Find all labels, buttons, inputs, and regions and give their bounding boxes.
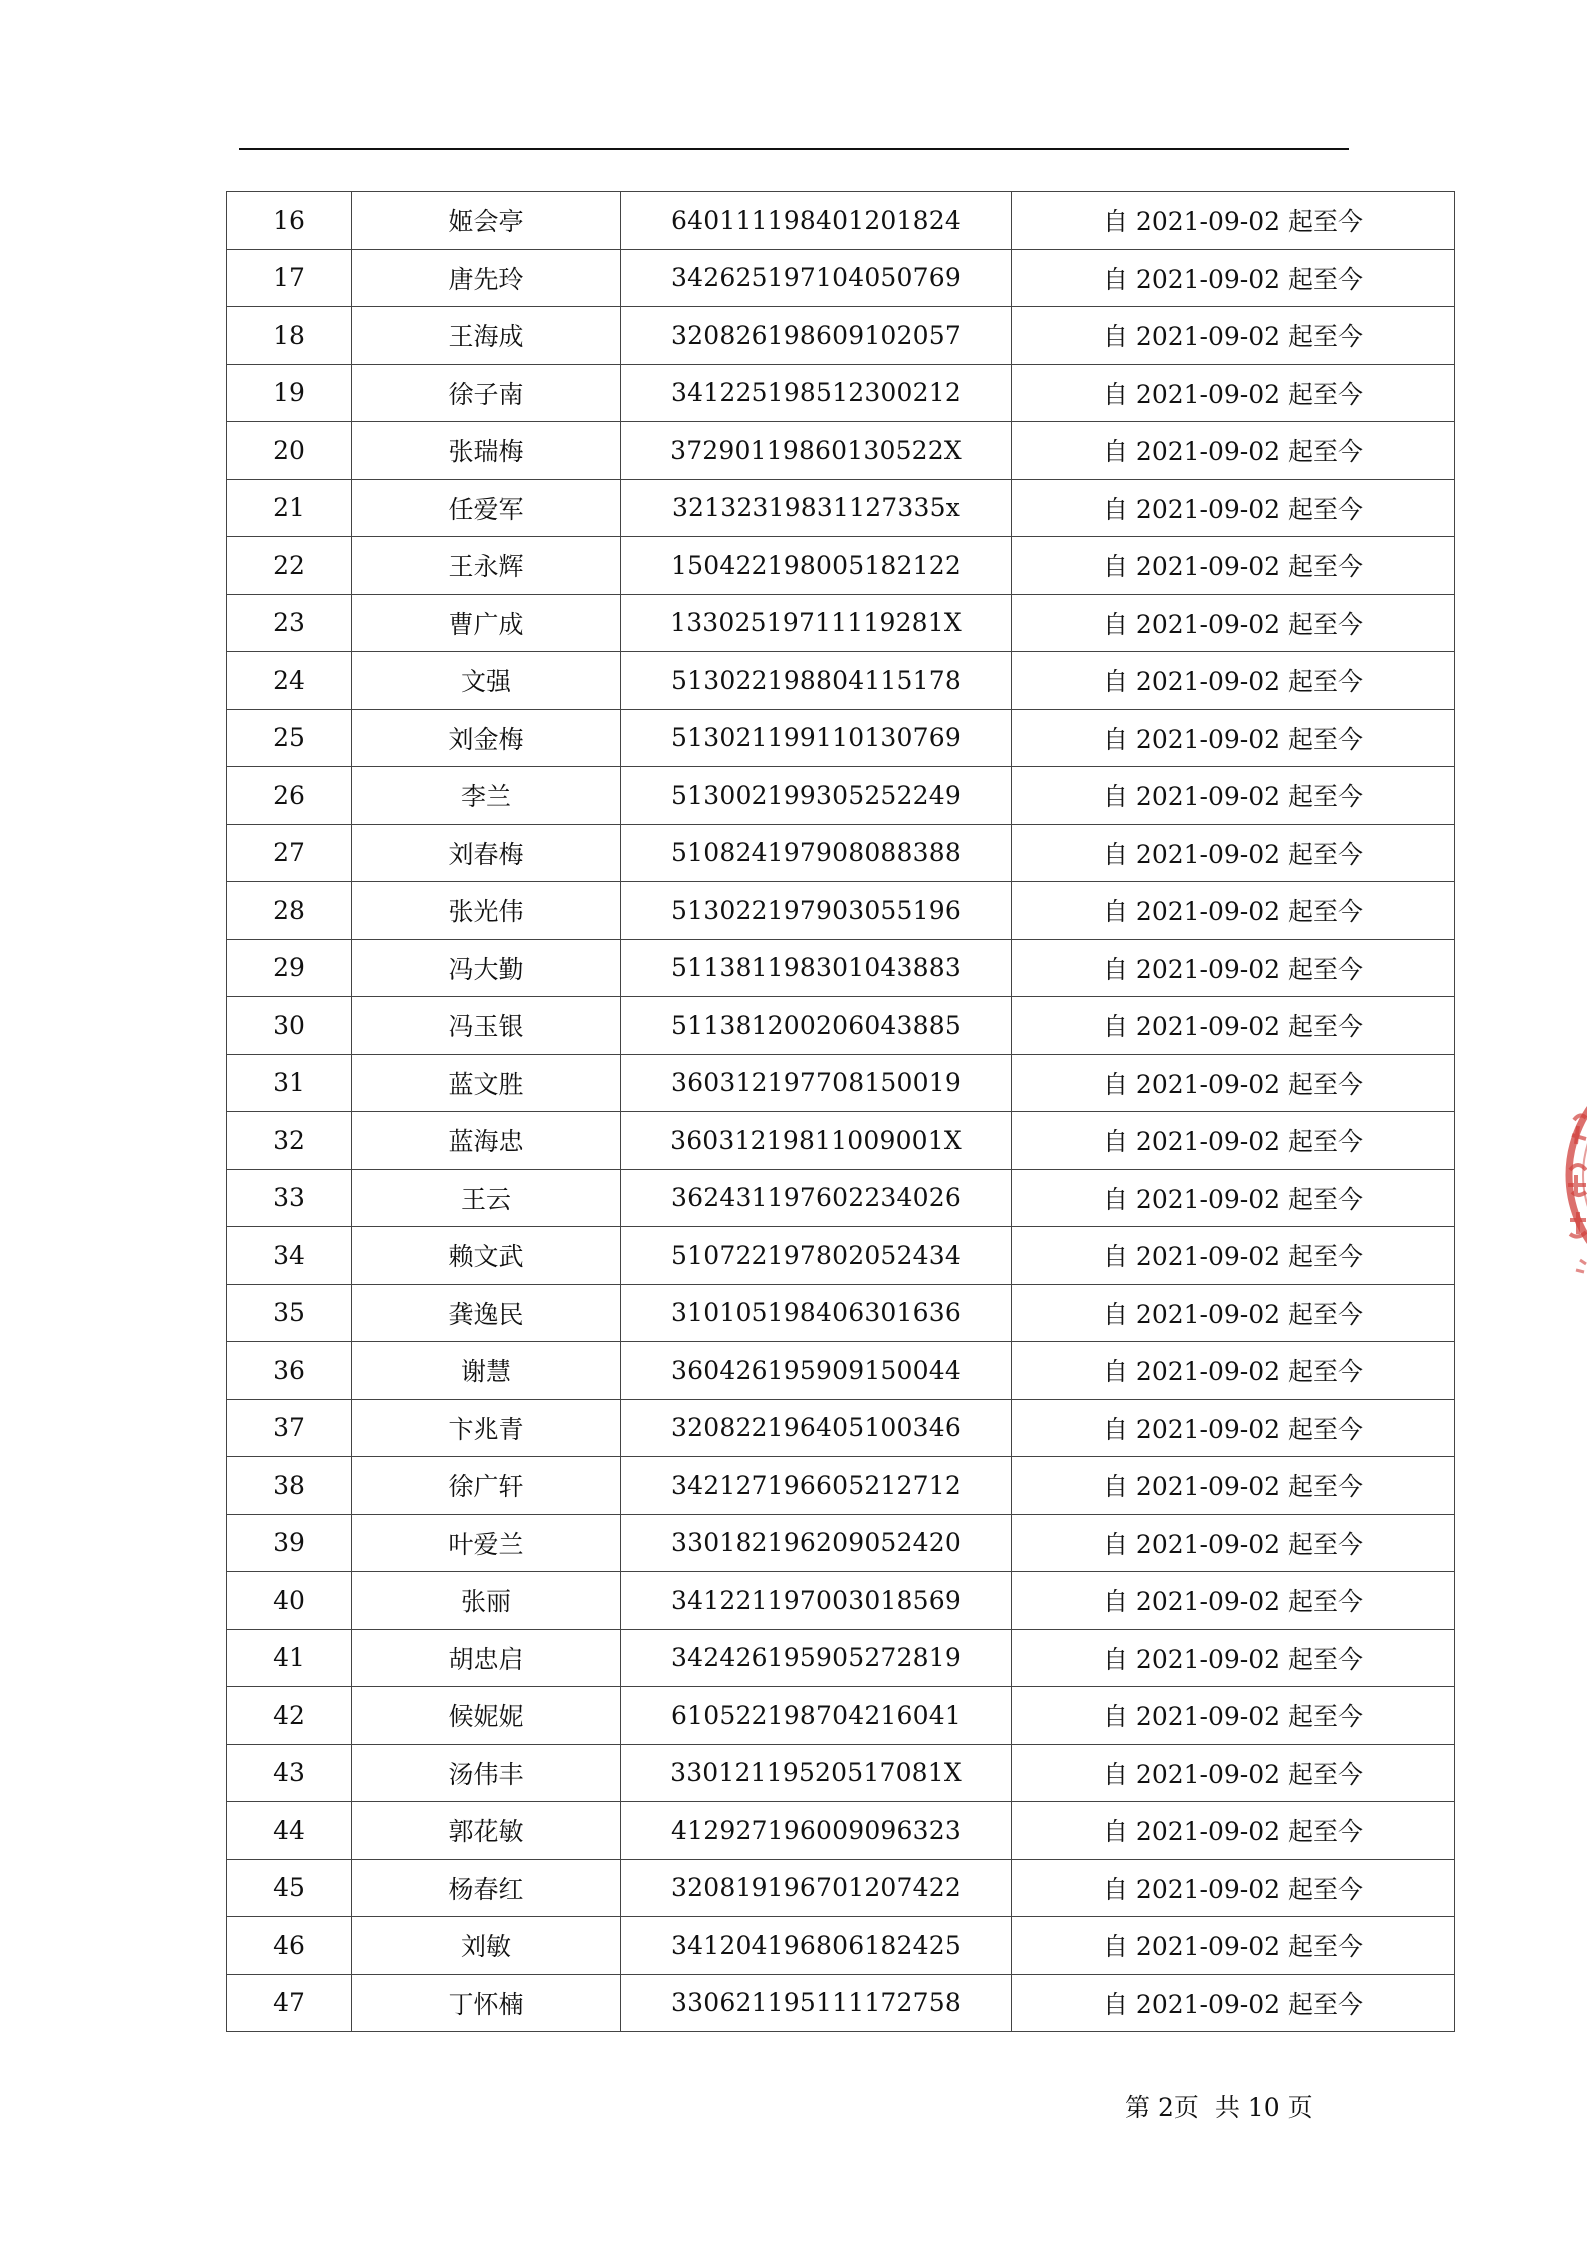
person-name: 郭花敏 (352, 1802, 621, 1860)
person-name: 刘金梅 (352, 709, 621, 767)
row-number: 47 (227, 1974, 352, 2032)
table-row (227, 882, 1455, 940)
row-number: 16 (227, 192, 352, 250)
personnel-table (226, 191, 1455, 2032)
row-number: 42 (227, 1687, 352, 1745)
row-number: 17 (227, 249, 352, 307)
row-number: 22 (227, 537, 352, 595)
period: 自 2021-09-02 起至今 (1012, 652, 1455, 710)
id-number: 510824197908088388 (621, 824, 1012, 882)
id-number: 341204196806182425 (621, 1917, 1012, 1975)
id-number: 330182196209052420 (621, 1514, 1012, 1572)
person-name: 张光伟 (352, 882, 621, 940)
id-number: 150422198005182122 (621, 537, 1012, 595)
period: 自 2021-09-02 起至今 (1012, 307, 1455, 365)
header-rule (239, 148, 1349, 150)
row-number: 27 (227, 824, 352, 882)
row-number: 24 (227, 652, 352, 710)
person-name: 曹广成 (352, 594, 621, 652)
table-row (227, 1112, 1455, 1170)
id-number: 513021199110130769 (621, 709, 1012, 767)
page-current: 第 2页 (1125, 2093, 1199, 2122)
row-number: 26 (227, 767, 352, 825)
table-row (227, 1802, 1455, 1860)
person-name: 刘敏 (352, 1917, 621, 1975)
table-row (227, 537, 1455, 595)
period: 自 2021-09-02 起至今 (1012, 939, 1455, 997)
table-row (227, 1054, 1455, 1112)
table-row (227, 1342, 1455, 1400)
person-name: 冯大勤 (352, 939, 621, 997)
person-name: 王海成 (352, 307, 621, 365)
id-number: 360426195909150044 (621, 1342, 1012, 1400)
period: 自 2021-09-02 起至今 (1012, 479, 1455, 537)
id-number: 362431197602234026 (621, 1169, 1012, 1227)
period: 自 2021-09-02 起至今 (1012, 422, 1455, 480)
row-number: 40 (227, 1572, 352, 1630)
period: 自 2021-09-02 起至今 (1012, 882, 1455, 940)
row-number: 19 (227, 364, 352, 422)
row-number: 37 (227, 1399, 352, 1457)
table-row (227, 1227, 1455, 1285)
row-number: 36 (227, 1342, 352, 1400)
table-row (227, 1744, 1455, 1802)
person-name: 唐先玲 (352, 249, 621, 307)
row-number: 34 (227, 1227, 352, 1285)
period: 自 2021-09-02 起至今 (1012, 1169, 1455, 1227)
table-row (227, 709, 1455, 767)
id-number: 513002199305252249 (621, 767, 1012, 825)
person-name: 徐广轩 (352, 1457, 621, 1515)
row-number: 44 (227, 1802, 352, 1860)
period: 自 2021-09-02 起至今 (1012, 1514, 1455, 1572)
period: 自 2021-09-02 起至今 (1012, 1457, 1455, 1515)
row-number: 21 (227, 479, 352, 537)
table-row (227, 1457, 1455, 1515)
table-row (227, 364, 1455, 422)
person-name: 张丽 (352, 1572, 621, 1630)
table-row (227, 307, 1455, 365)
period: 自 2021-09-02 起至今 (1012, 1859, 1455, 1917)
row-number: 31 (227, 1054, 352, 1112)
period: 自 2021-09-02 起至今 (1012, 997, 1455, 1055)
id-number: 510722197802052434 (621, 1227, 1012, 1285)
person-name: 赖文武 (352, 1227, 621, 1285)
person-name: 冯玉银 (352, 997, 621, 1055)
id-number: 511381198301043883 (621, 939, 1012, 997)
table-row (227, 652, 1455, 710)
id-number: 341221197003018569 (621, 1572, 1012, 1630)
table-row (227, 594, 1455, 652)
person-name: 杨春红 (352, 1859, 621, 1917)
period: 自 2021-09-02 起至今 (1012, 824, 1455, 882)
period: 自 2021-09-02 起至今 (1012, 1399, 1455, 1457)
period: 自 2021-09-02 起至今 (1012, 1054, 1455, 1112)
period: 自 2021-09-02 起至今 (1012, 1284, 1455, 1342)
row-number: 25 (227, 709, 352, 767)
person-name: 候妮妮 (352, 1687, 621, 1745)
person-name: 任爱军 (352, 479, 621, 537)
id-number: 412927196009096323 (621, 1802, 1012, 1860)
person-name: 汤伟丰 (352, 1744, 621, 1802)
page-total: 共 10 页 (1214, 2093, 1313, 2122)
period: 自 2021-09-02 起至今 (1012, 1687, 1455, 1745)
period: 自 2021-09-02 起至今 (1012, 1227, 1455, 1285)
id-number: 610522198704216041 (621, 1687, 1012, 1745)
period: 自 2021-09-02 起至今 (1012, 1112, 1455, 1170)
table-row (227, 192, 1455, 250)
table-body (227, 192, 1455, 2032)
id-number: 342426195905272819 (621, 1629, 1012, 1687)
row-number: 28 (227, 882, 352, 940)
row-number: 43 (227, 1744, 352, 1802)
row-number: 29 (227, 939, 352, 997)
row-number: 32 (227, 1112, 352, 1170)
person-name: 谢慧 (352, 1342, 621, 1400)
table-row (227, 1629, 1455, 1687)
row-number: 18 (227, 307, 352, 365)
table-row (227, 997, 1455, 1055)
id-number: 33012119520517081X (621, 1744, 1012, 1802)
table-row (227, 1917, 1455, 1975)
person-name: 张瑞梅 (352, 422, 621, 480)
period: 自 2021-09-02 起至今 (1012, 1744, 1455, 1802)
row-number: 46 (227, 1917, 352, 1975)
period: 自 2021-09-02 起至今 (1012, 1802, 1455, 1860)
table-row (227, 939, 1455, 997)
id-number: 36031219811009001X (621, 1112, 1012, 1170)
period: 自 2021-09-02 起至今 (1012, 249, 1455, 307)
table-row (227, 422, 1455, 480)
person-name: 龚逸民 (352, 1284, 621, 1342)
person-name: 刘春梅 (352, 824, 621, 882)
id-number: 310105198406301636 (621, 1284, 1012, 1342)
period: 自 2021-09-02 起至今 (1012, 1572, 1455, 1630)
row-number: 39 (227, 1514, 352, 1572)
id-number: 37290119860130522X (621, 422, 1012, 480)
row-number: 41 (227, 1629, 352, 1687)
table-row (227, 1399, 1455, 1457)
id-number: 511381200206043885 (621, 997, 1012, 1055)
row-number: 20 (227, 422, 352, 480)
period: 自 2021-09-02 起至今 (1012, 1342, 1455, 1400)
period: 自 2021-09-02 起至今 (1012, 192, 1455, 250)
period: 自 2021-09-02 起至今 (1012, 767, 1455, 825)
period: 自 2021-09-02 起至今 (1012, 1917, 1455, 1975)
row-number: 38 (227, 1457, 352, 1515)
period: 自 2021-09-02 起至今 (1012, 1629, 1455, 1687)
period: 自 2021-09-02 起至今 (1012, 1974, 1455, 2032)
table-row (227, 249, 1455, 307)
person-name: 丁怀楠 (352, 1974, 621, 2032)
row-number: 33 (227, 1169, 352, 1227)
person-name: 叶爱兰 (352, 1514, 621, 1572)
id-number: 342127196605212712 (621, 1457, 1012, 1515)
person-name: 卞兆青 (352, 1399, 621, 1457)
id-number: 320819196701207422 (621, 1859, 1012, 1917)
id-number: 330621195111172758 (621, 1974, 1012, 2032)
table-row (227, 1687, 1455, 1745)
period: 自 2021-09-02 起至今 (1012, 594, 1455, 652)
id-number: 513022198804115178 (621, 652, 1012, 710)
id-number: 640111198401201824 (621, 192, 1012, 250)
person-name: 蓝海忠 (352, 1112, 621, 1170)
red-seal-stamp (1552, 1040, 1587, 1310)
person-name: 王永辉 (352, 537, 621, 595)
person-name: 王云 (352, 1169, 621, 1227)
id-number: 320826198609102057 (621, 307, 1012, 365)
id-number: 13302519711119281X (621, 594, 1012, 652)
person-name: 李兰 (352, 767, 621, 825)
row-number: 45 (227, 1859, 352, 1917)
id-number: 360312197708150019 (621, 1054, 1012, 1112)
person-name: 胡忠启 (352, 1629, 621, 1687)
table-row (227, 1572, 1455, 1630)
period: 自 2021-09-02 起至今 (1012, 537, 1455, 595)
person-name: 蓝文胜 (352, 1054, 621, 1112)
id-number: 513022197903055196 (621, 882, 1012, 940)
period: 自 2021-09-02 起至今 (1012, 709, 1455, 767)
id-number: 342625197104050769 (621, 249, 1012, 307)
id-number: 320822196405100346 (621, 1399, 1012, 1457)
period: 自 2021-09-02 起至今 (1012, 364, 1455, 422)
person-name: 姬会亭 (352, 192, 621, 250)
page-footer (1125, 2088, 1313, 2124)
table-row (227, 767, 1455, 825)
person-name: 徐子南 (352, 364, 621, 422)
table-row (227, 1169, 1455, 1227)
table-row (227, 1859, 1455, 1917)
table-row (227, 1974, 1455, 2032)
id-number: 32132319831127335x (621, 479, 1012, 537)
table-row (227, 1514, 1455, 1572)
table-row (227, 1284, 1455, 1342)
row-number: 35 (227, 1284, 352, 1342)
person-name: 文强 (352, 652, 621, 710)
table-row (227, 824, 1455, 882)
row-number: 23 (227, 594, 352, 652)
table-row (227, 479, 1455, 537)
row-number: 30 (227, 997, 352, 1055)
id-number: 341225198512300212 (621, 364, 1012, 422)
